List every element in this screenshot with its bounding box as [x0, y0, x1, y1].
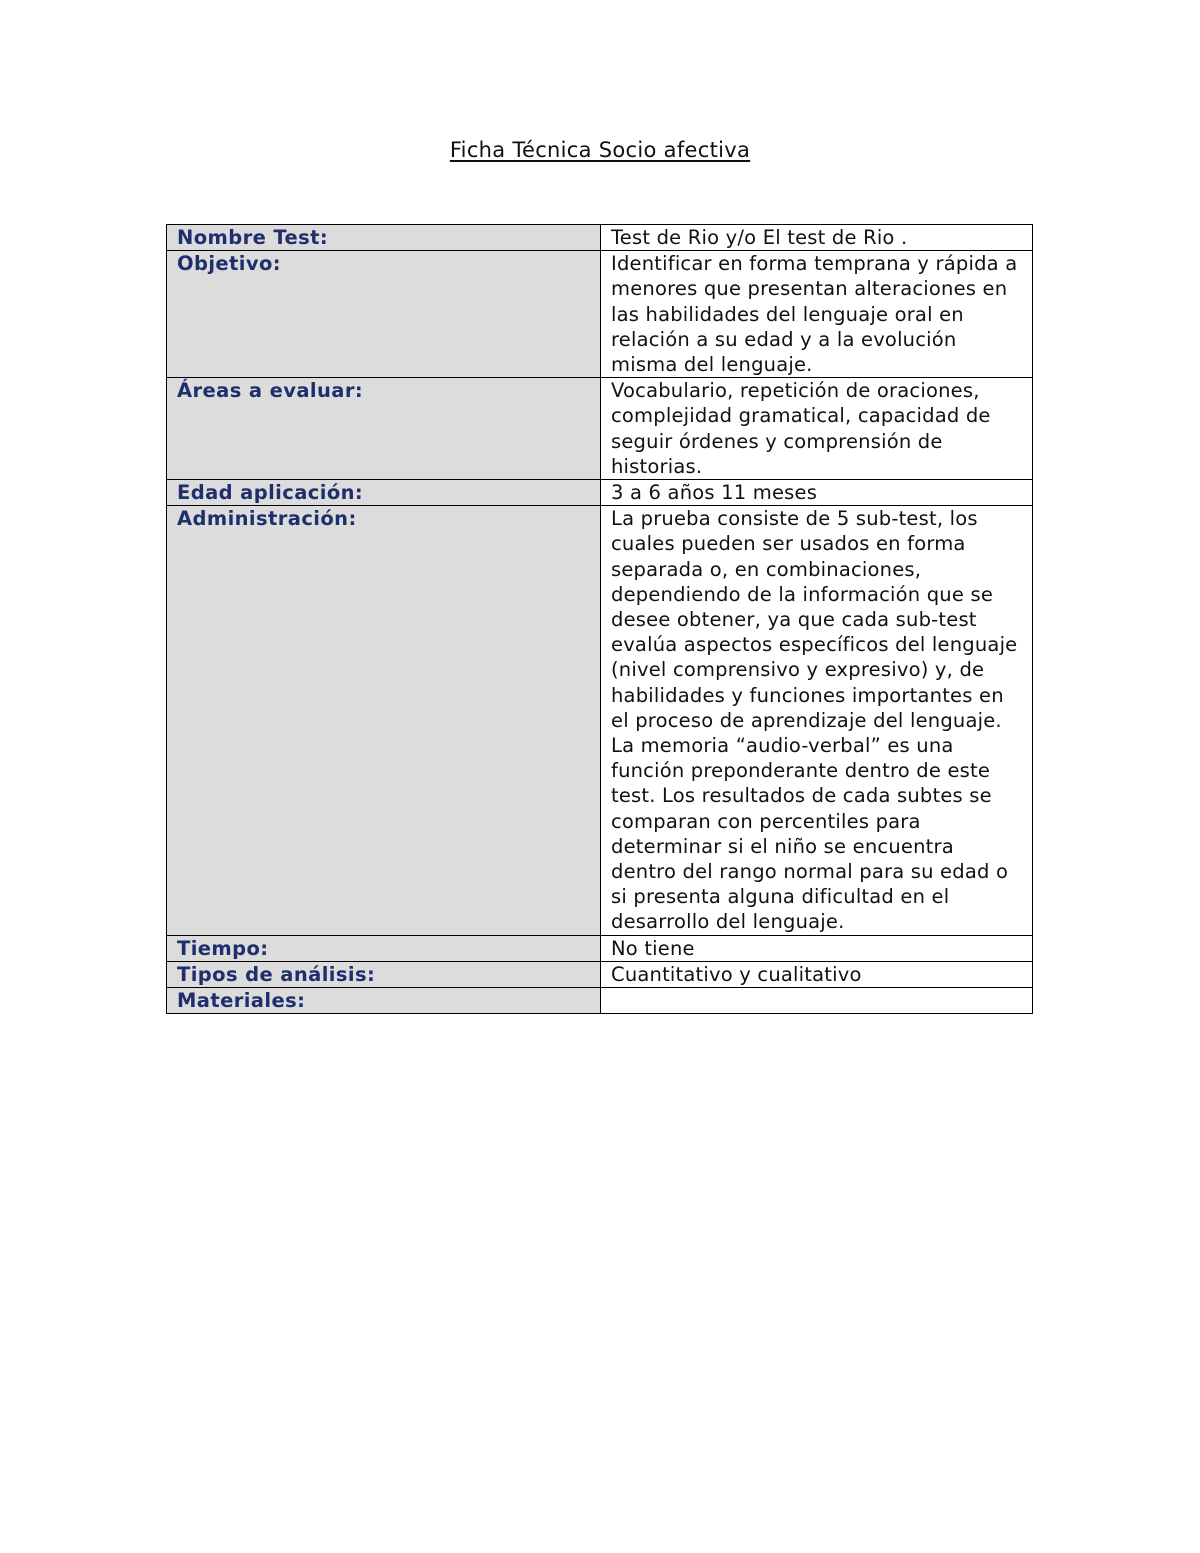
table-row-materiales	[167, 988, 1033, 1014]
row-label: Tiempo:	[167, 935, 601, 961]
row-value: Test de Rio y/o El test de Rio .	[601, 225, 1033, 251]
table-row-tiempo	[167, 935, 1033, 961]
table-row-administracion	[167, 506, 1033, 935]
row-label: Tipos de análisis:	[167, 961, 601, 987]
document-title: Ficha Técnica Socio afectiva	[449, 138, 751, 162]
row-value: 3 a 6 años 11 meses	[601, 480, 1033, 506]
row-label: Áreas a evaluar:	[167, 378, 601, 480]
table-row-tipos-de-analisis	[167, 961, 1033, 987]
row-label: Edad aplicación:	[167, 480, 601, 506]
row-label: Objetivo:	[167, 251, 601, 378]
row-value: La prueba consiste de 5 sub-test, los cuales pueden ser usados en forma separada o, en combinaciones, dependiendo de la información que se desee obtener, ya que cada sub-test evalúa aspectos específicos del lenguaje (nivel comprensivo y expresivo) y, de habilidades y funciones importantes en el proceso de aprendizaje del lenguaje. La memoria “audio-verbal” es una función preponderante dentro de este test. Los resultados de cada subtes se comparan con percentiles para determinar si el niño se encuentra dentro del rango normal para su edad o si presenta alguna dificultad en el desarrollo del lenguaje.	[601, 506, 1033, 935]
row-label: Nombre Test:	[167, 225, 601, 251]
table-row-nombre-test	[167, 225, 1033, 251]
table-row-objetivo	[167, 251, 1033, 378]
row-value: Cuantitativo y cualitativo	[601, 961, 1033, 987]
table-row-edad-aplicacion	[167, 480, 1033, 506]
row-value	[601, 988, 1033, 1014]
technical-sheet-table	[166, 224, 1033, 1014]
row-value: No tiene	[601, 935, 1033, 961]
row-label: Administración:	[167, 506, 601, 935]
table-row-areas-a-evaluar	[167, 378, 1033, 480]
row-value: Vocabulario, repetición de oraciones, complejidad gramatical, capacidad de seguir órdenes y comprensión de historias.	[601, 378, 1033, 480]
row-label: Materiales:	[167, 988, 601, 1014]
row-value: Identificar en forma temprana y rápida a menores que presentan alteraciones en las habilidades del lenguaje oral en relación a su edad y a la evolución misma del lenguaje.	[601, 251, 1033, 378]
